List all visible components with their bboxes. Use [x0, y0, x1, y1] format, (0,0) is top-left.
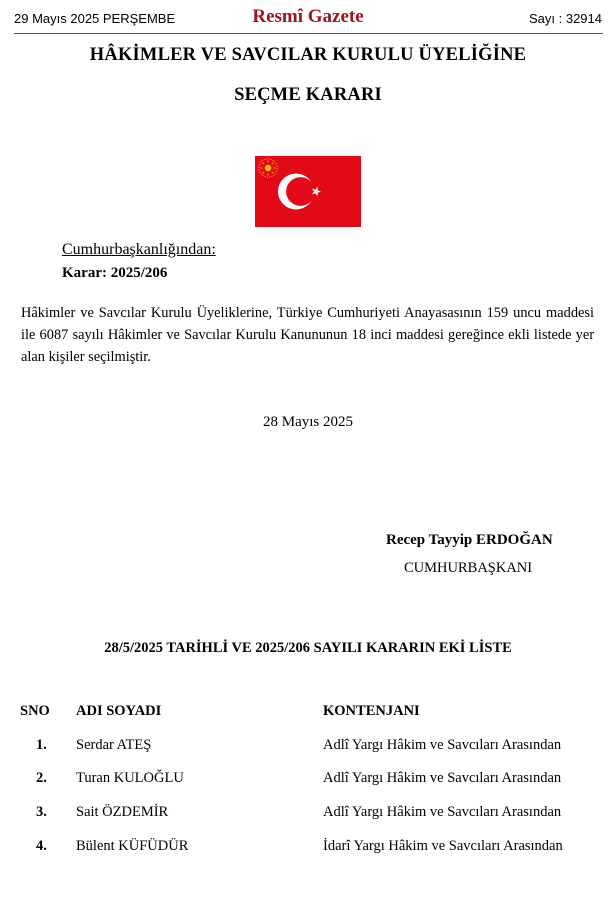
row-name: Turan KULOĞLU [76, 770, 184, 786]
gazette-title: Resmî Gazete [252, 6, 364, 27]
turkish-flag-icon [255, 156, 361, 227]
row-quota: İdarî Yargı Hâkim ve Savcıları Arasından [323, 838, 563, 854]
table-row [0, 838, 616, 858]
issue-number: Sayı : 32914 [529, 11, 602, 26]
signatory-name: Recep Tayyip ERDOĞAN [386, 532, 553, 548]
row-name: Sait ÖZDEMİR [76, 804, 169, 820]
row-name: Serdar ATEŞ [76, 737, 152, 753]
table-row [0, 770, 616, 790]
row-sno: 4. [36, 838, 47, 854]
decision-date: 28 Mayıs 2025 [263, 414, 353, 430]
row-quota: Adlî Yargı Hâkim ve Savcıları Arasından [323, 737, 562, 753]
row-name: Bülent KÜFÜDÜR [76, 838, 189, 854]
annex-title: 28/5/2025 TARİHLİ VE 2025/206 SAYILI KARARIN EKİ LİSTE [104, 640, 512, 656]
row-quota: Adlî Yargı Hâkim ve Savcıları Arasından [323, 770, 562, 786]
header-divider [14, 33, 603, 34]
row-quota: Adlî Yargı Hâkim ve Savcıları Arasından [323, 804, 562, 820]
document-title-line2: SEÇME KARARI [234, 85, 382, 105]
gazette-header [0, 0, 616, 36]
header-date: 29 Mayıs 2025 PERŞEMBE [14, 11, 176, 26]
row-sno: 3. [36, 804, 47, 820]
column-header-sno: SNO [20, 703, 50, 719]
decision-body: Hâkimler ve Savcılar Kurulu Üyeliklerine, Türkiye Cumhuriyeti Anayasasının 159 uncu maddesi ile 6087 sayılı Hâkimler ve Savcılar Kurulu Kanununun 18 inci maddesi gereğince ekli listede yer alan kişiler seçilmiştir. [21, 305, 594, 365]
decision-number: Karar: 2025/206 [62, 265, 168, 281]
table-row [0, 737, 616, 757]
document-title-line1: HÂKİMLER VE SAVCILAR KURULU ÜYELİĞİNE [89, 45, 527, 65]
column-header-quota: KONTENJANI [323, 703, 420, 719]
signatory-title: CUMHURBAŞKANI [404, 560, 533, 576]
row-sno: 1. [36, 737, 47, 753]
table-row [0, 804, 616, 824]
row-sno: 2. [36, 770, 47, 786]
column-header-name: ADI SOYADI [76, 703, 162, 719]
issuing-authority: Cumhurbaşkanlığından: [62, 241, 216, 258]
